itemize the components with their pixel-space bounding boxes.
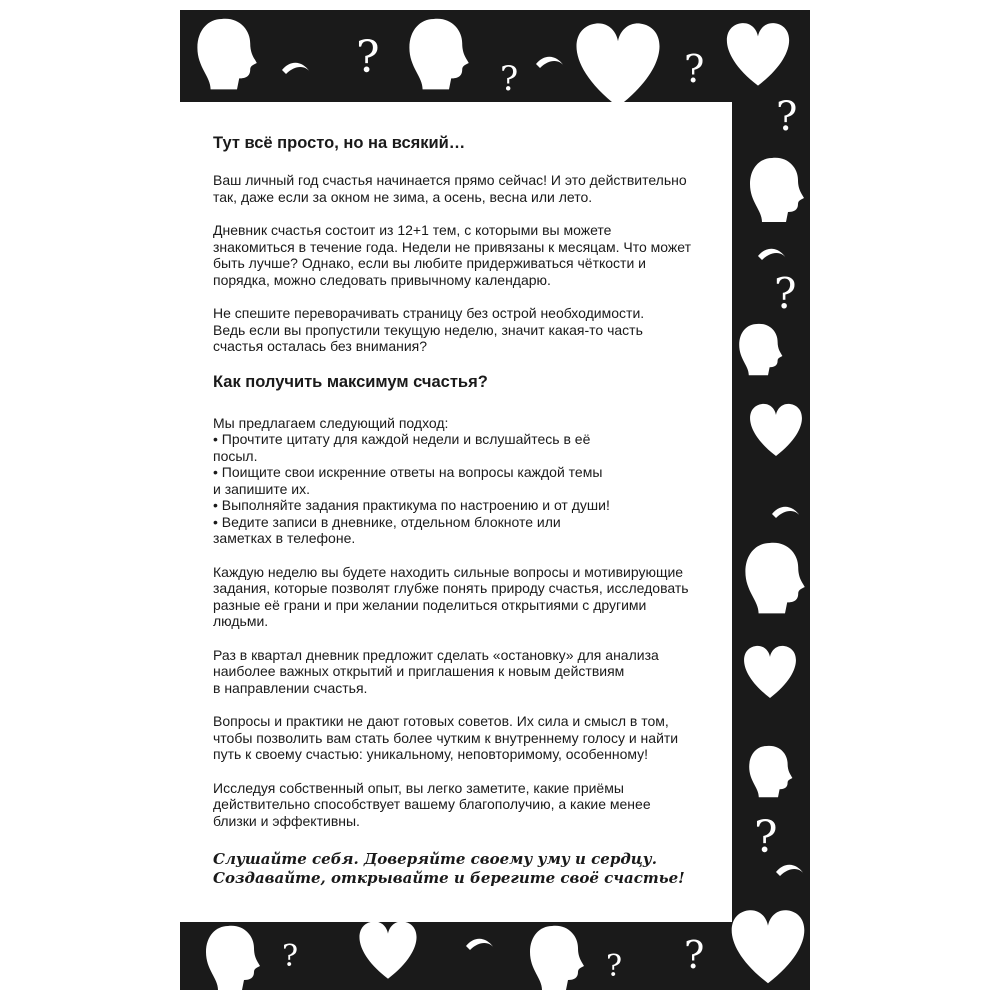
head-silhouette-icon — [739, 324, 782, 375]
paragraph-do-not-skip: Не спешите переворачивать страницу без острой необходимости. Ведь если вы пропустили текущую неделю, значит какая-то часть счастья осталась без внимания? — [213, 305, 645, 354]
paragraph-approach-list: Мы предлагаем следующий подход: • Прочтите цитату для каждой недели и вслушайтесь в её посыл. • Поищите свои искренние ответы на вопросы каждой темы и запишите их. • Выполняйте задания практикума по настроению и от души! • Ведите записи в дневнике, отдельном блокноте или заметках в телефоне. — [213, 414, 610, 546]
question-mark-icon: ? — [606, 949, 623, 984]
section-heading-intro: Тут всё просто, но на всякий… — [213, 134, 466, 152]
heart-icon — [576, 23, 659, 106]
question-mark-icon: ? — [684, 47, 705, 91]
head-silhouette-icon — [750, 158, 804, 222]
paragraph-no-ready-advice: Вопросы и практики не дают готовых советов. Их сила и смысл в том, чтобы позволить вам стать более чутким к внутреннему голосу и найти путь к своему счастью: уникальному, неповторимому, особенному! — [213, 713, 679, 762]
question-mark-icon: ? — [774, 269, 797, 318]
question-mark-icon: ? — [500, 59, 519, 99]
head-silhouette-icon — [749, 746, 792, 797]
brush-stroke-icon — [466, 939, 494, 950]
heart-icon — [750, 404, 802, 456]
question-mark-icon: ? — [684, 933, 705, 977]
section-heading-maximum: Как получить максимум счастья? — [213, 372, 488, 391]
head-silhouette-icon — [530, 926, 584, 990]
paragraph-diary-structure: Дневник счастья состоит из 12+1 тем, с которыми вы можете знакомиться в течение года. Недели не привязаны к месяцам. Что может быть лучше? Однако, если вы любите придерживаться чёткости и порядка, можно следовать привычному календарю. — [213, 222, 691, 288]
paragraph-own-experience: Исследуя собственный опыт, вы легко заметите, какие приёмы действительно способствует вашему благополучию, а какие менее близки и эффективны. — [213, 779, 651, 829]
brush-stroke-icon — [772, 507, 800, 518]
book-page — [180, 10, 810, 990]
text-panel — [180, 102, 732, 922]
brush-stroke-icon — [536, 57, 564, 68]
head-silhouette-icon — [745, 543, 804, 614]
paragraph-weekly-questions: Каждую неделю вы будете находить сильные вопросы и мотивирующие задания, которые позволят глубже понять природу счастья, исследовать разные её грани и при желании поделиться открытиями с другими людьми. — [213, 563, 689, 629]
closing-motto: Слушайте себя. Доверяйте своему уму и сердцу. Создавайте, открывайте и берегите своё счастье! — [213, 850, 685, 887]
question-mark-icon: ? — [754, 812, 778, 863]
question-mark-icon: ? — [282, 939, 299, 974]
heart-icon — [744, 646, 796, 698]
paragraph-intro-start: Ваш личный год счастья начинается прямо сейчас! И это действительно так, даже если за окном не зима, а осень, весна или лето. — [213, 172, 687, 205]
article — [213, 133, 723, 888]
heart-icon — [359, 921, 416, 978]
head-silhouette-icon — [409, 19, 468, 90]
heart-icon — [732, 910, 805, 983]
heart-icon — [727, 23, 789, 86]
head-silhouette-icon — [206, 926, 260, 990]
head-silhouette-icon — [197, 19, 256, 90]
paragraph-quarterly-stop: Раз в квартал дневник предложит сделать «остановку» для анализа наиболее важных открытий и приглашения к новым действиям в направлении счастья. — [213, 646, 659, 696]
brush-stroke-icon — [282, 63, 310, 74]
brush-stroke-icon — [776, 865, 804, 876]
question-mark-icon: ? — [776, 94, 798, 140]
brush-stroke-icon — [758, 249, 786, 260]
question-mark-icon: ? — [356, 32, 380, 83]
